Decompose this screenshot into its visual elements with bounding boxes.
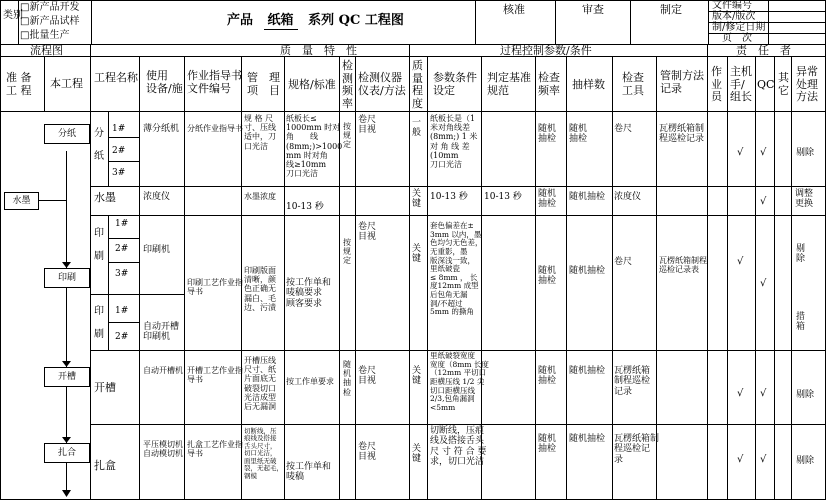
process-params-section-header: 过程控制参数/条件	[500, 44, 592, 57]
row-print-supervisor-check: √	[737, 256, 744, 267]
col-equipment: 使用 设备/施	[146, 69, 183, 95]
row-print-unit-1: 1#	[115, 219, 129, 229]
row-ink-qc-check: √	[760, 196, 767, 207]
row-fenzhi-tool: 卷尺	[614, 124, 633, 134]
row-fenzhi-equipment: 薄分纸机	[143, 124, 180, 134]
flow-node-fenzhi[interactable]: 分纸	[44, 124, 90, 144]
row-slot-spec: 按工作单要求	[286, 377, 334, 386]
row-ink-equipment: 浓度仪	[143, 192, 171, 202]
row-zhahe-qc-check: √	[760, 454, 767, 465]
col-check-freq: 检查 频率	[538, 71, 560, 97]
row-slot-check-freq: 随机 抽检	[538, 366, 557, 387]
row-zhahe-param: 切断线，压痕 线及搭接舌头 尺 寸 符 合 要 求，切口光洁	[430, 426, 487, 468]
row-ink-sample: 随机抽检	[569, 192, 606, 202]
row-ink-level: 关 键	[412, 189, 422, 210]
row-slot-abnormal: 剔除	[796, 390, 815, 400]
row-print-sample: 随机抽检	[569, 266, 606, 276]
row-slot-freq: 随 机 抽 检	[343, 360, 351, 397]
row-fenzhi-level: 一 般	[412, 118, 422, 139]
row-fenzhi-mgmt: 规 格 尺 寸、压线 适中，刀 口光洁	[244, 114, 276, 151]
row-print-level: 关 键	[412, 244, 422, 265]
row-slot-sample: 随机抽检	[569, 366, 606, 376]
approve-label: 核准	[503, 3, 525, 16]
row-zhahe-supervisor-check: √	[737, 454, 744, 465]
flow-node-zhahe[interactable]: 扎合	[44, 443, 90, 463]
row-zhahe-level: 关 键	[412, 444, 422, 465]
row-slot-equipment: 自动开槽机	[143, 366, 183, 375]
quality-section-header: 质 量 特 性	[280, 44, 357, 57]
col-mgmt-item: 管 理 项 目	[247, 71, 280, 97]
row-fenzhi-param: 纸板长是（1 米对角线差 (8mm;) 1 米 对 角 线 差 (10mm 刀口光洁	[430, 114, 478, 169]
col-abnormal: 异常 处理 方法	[796, 65, 818, 104]
row-ink-check-freq: 随机 抽检	[538, 189, 557, 210]
row-fenzhi-unit-1: 1#	[112, 124, 126, 134]
row-slot-qc-check: √	[760, 388, 767, 399]
row-fenzhi-check-freq: 随机 抽检	[538, 124, 557, 145]
row-print-param: 套色偏差在± 3mm 以内，墨 色均匀无色差， 无重影，墨 版深浅一致， 里纸破瓷 ≤ 8mm ， 长 度12mm 成型 后包角无漏 洞/不超过 5mm 的撕角	[430, 221, 483, 317]
row-print-name-top: 印 刷	[94, 228, 104, 262]
row-fenzhi-qc-check: √	[760, 147, 767, 158]
row-print-freq: 按 规 定	[343, 238, 351, 266]
row-slot-supervisor-check: √	[737, 388, 744, 399]
revision-date-label: 制/修定日期	[712, 22, 766, 33]
row-fenzhi-supervisor-check: √	[737, 147, 744, 158]
row-ink-tool: 浓度仪	[614, 192, 642, 202]
row-zhahe-sample: 随机抽检	[569, 434, 606, 444]
row-print-tool: 卷尺	[614, 257, 633, 267]
row-print-equipment-bottom: 自动开槽 印刷机	[143, 322, 180, 343]
doc-number-label: 文件编号	[712, 0, 752, 11]
row-print-instrument: 卷尺 目视	[358, 222, 377, 243]
col-other: 其 它	[778, 71, 789, 97]
row-print-abnormal-bottom: 措 箱	[796, 312, 806, 333]
row-ink-instruction: 水墨浓度	[244, 192, 276, 201]
row-fenzhi-instruction: 分纸作业指导书	[187, 124, 243, 133]
row-zhahe-check-freq: 随机 抽检	[538, 434, 557, 455]
col-spec: 规格/标准	[288, 78, 336, 91]
flow-section-header: 流程图	[30, 44, 63, 57]
title-product: 纸箱	[264, 14, 298, 30]
row-slot-param: 里纸破裂宽度 宽度（8mm 长度 （12mm 平切口 距横压线 1/2 尖 切口距横压线 2/3,包角漏洞 <5mm	[430, 351, 489, 412]
row-fenzhi-name: 分 纸	[94, 128, 104, 162]
row-fenzhi-spec: 纸板长≤ 1000mm 时对 角 线 (8mm;)>1000 mm 时对角 线≥10mm 刀口光洁	[286, 114, 343, 179]
col-insp-freq: 检 测 频 率	[342, 59, 353, 110]
page-label: 页 次	[722, 33, 752, 44]
row-print-check-freq: 随机 抽检	[538, 266, 557, 287]
row-print-spec: 按工作单和 唛稿要求 顾客要求	[286, 278, 332, 309]
row-fenzhi-record: 瓦楞纸箱制 程巡检记录	[659, 124, 705, 145]
col-this-process: 本工程	[50, 77, 83, 90]
col-control-record: 管制方法 记录	[660, 69, 704, 95]
row-slot-tool: 瓦楞纸箱 制程巡检 记录	[614, 366, 651, 397]
col-criteria: 判定基准 规范	[487, 71, 531, 97]
category-new-trial[interactable]: □新产品试样	[20, 16, 80, 27]
col-insp-instrument: 检测仪器 仪表/方法	[358, 71, 406, 97]
row-fenzhi-unit-3: 3#	[112, 168, 126, 178]
flow-node-ink[interactable]: 水墨	[4, 192, 39, 210]
col-operator: 作 业 员	[711, 65, 722, 104]
row-ink-name: 水墨	[94, 191, 116, 204]
title-suffix: 系列 QC 工程图	[308, 13, 404, 28]
row-print-record: 瓦楞纸箱制程 巡检记录表	[659, 256, 707, 275]
col-quality-level: 质 量 程 度	[412, 59, 423, 110]
page-title	[227, 14, 404, 30]
row-fenzhi-unit-2: 2#	[112, 146, 126, 156]
row-fenzhi-instrument: 卷尺 目视	[358, 115, 377, 136]
row-zhahe-instruction: 扎盒工艺作业指 导书	[187, 440, 243, 459]
col-sample-count: 抽样数	[572, 78, 605, 91]
row-fenzhi-abnormal: 剔除	[796, 148, 815, 158]
category-mass-production[interactable]: □批量生产	[20, 30, 70, 41]
row-slot-level: 关 键	[412, 366, 422, 387]
row-ink-param: 10-13 秒	[430, 192, 468, 202]
row-slot-name: 开槽	[94, 381, 116, 394]
row-slot-instruction: 开槽工艺作业指 导书	[187, 366, 243, 385]
col-process-name: 工程名称	[94, 71, 138, 84]
category-new-dev[interactable]: □新产品开发	[20, 2, 80, 13]
row-print-name-bottom: 印 刷	[94, 306, 104, 340]
row-ink-criteria: 10-13 秒	[484, 192, 522, 202]
row-print-unit-3: 3#	[115, 269, 129, 279]
row-print-equipment-top: 印刷机	[143, 245, 171, 255]
prepare-label: 制定	[660, 3, 682, 16]
category-label: 类别	[3, 10, 23, 21]
flow-node-print[interactable]: 印刷	[44, 268, 90, 288]
row-zhahe-name: 扎盒	[94, 459, 116, 472]
row-slot-mgmt: 开槽压线 尺寸、纸 片面底无 破裂切口 光洁成型 后无漏洞	[244, 356, 276, 411]
row-print-mgmt: 印刷版面 清晰，颜 色正确无 漏白、毛 边、污渍	[244, 266, 276, 312]
row-print-unit-bottom-1: 1#	[115, 306, 129, 316]
col-check-tool: 检查 工具	[622, 71, 644, 97]
row-fenzhi-sample: 随机 抽检	[569, 124, 588, 145]
row-print-instruction: 印刷工艺作业指 导书	[187, 278, 243, 297]
row-zhahe-mgmt: 切断线，压 痕线及搭接 舌头尺寸， 切口光洁， 面里纸无破 裂，无起毛， 钢模	[244, 427, 283, 480]
row-zhahe-tool: 瓦楞纸箱制 程巡检记 录	[614, 434, 660, 465]
row-zhahe-spec: 按工作单和 唛稿	[286, 462, 332, 483]
col-prep-process: 准 备 工 程	[6, 71, 32, 97]
flow-node-slot[interactable]: 开槽	[44, 367, 90, 387]
col-qc: QC	[757, 78, 775, 91]
row-print-unit-bottom-2: 2#	[115, 332, 129, 342]
row-print-qc-check: √	[760, 278, 767, 289]
col-param-setting: 参数条件 设定	[433, 71, 477, 97]
row-print-abnormal-top: 剔 除	[796, 244, 806, 265]
row-print-unit-2: 2#	[115, 244, 129, 254]
row-zhahe-equipment: 平压模切机 自动模切机	[143, 440, 183, 459]
row-fenzhi-freq: 按 规 定	[343, 122, 351, 150]
row-ink-spec: 10-13 秒	[286, 202, 324, 212]
row-zhahe-abnormal: 剔除	[796, 456, 815, 466]
row-zhahe-instrument: 卷尺 目视	[358, 442, 377, 463]
col-instruction: 作业指导书 文件编号	[187, 69, 242, 95]
title-prefix: 产品	[227, 13, 254, 28]
responsibility-section-header: 责 任 者	[736, 44, 791, 57]
row-ink-abnormal: 调整 更换	[795, 189, 814, 210]
review-label: 审查	[582, 3, 604, 16]
col-supervisor: 主机 手/ 组长	[730, 65, 752, 104]
row-slot-instrument: 卷尺 目视	[358, 366, 377, 387]
version-label: 版本/版次	[712, 11, 756, 22]
